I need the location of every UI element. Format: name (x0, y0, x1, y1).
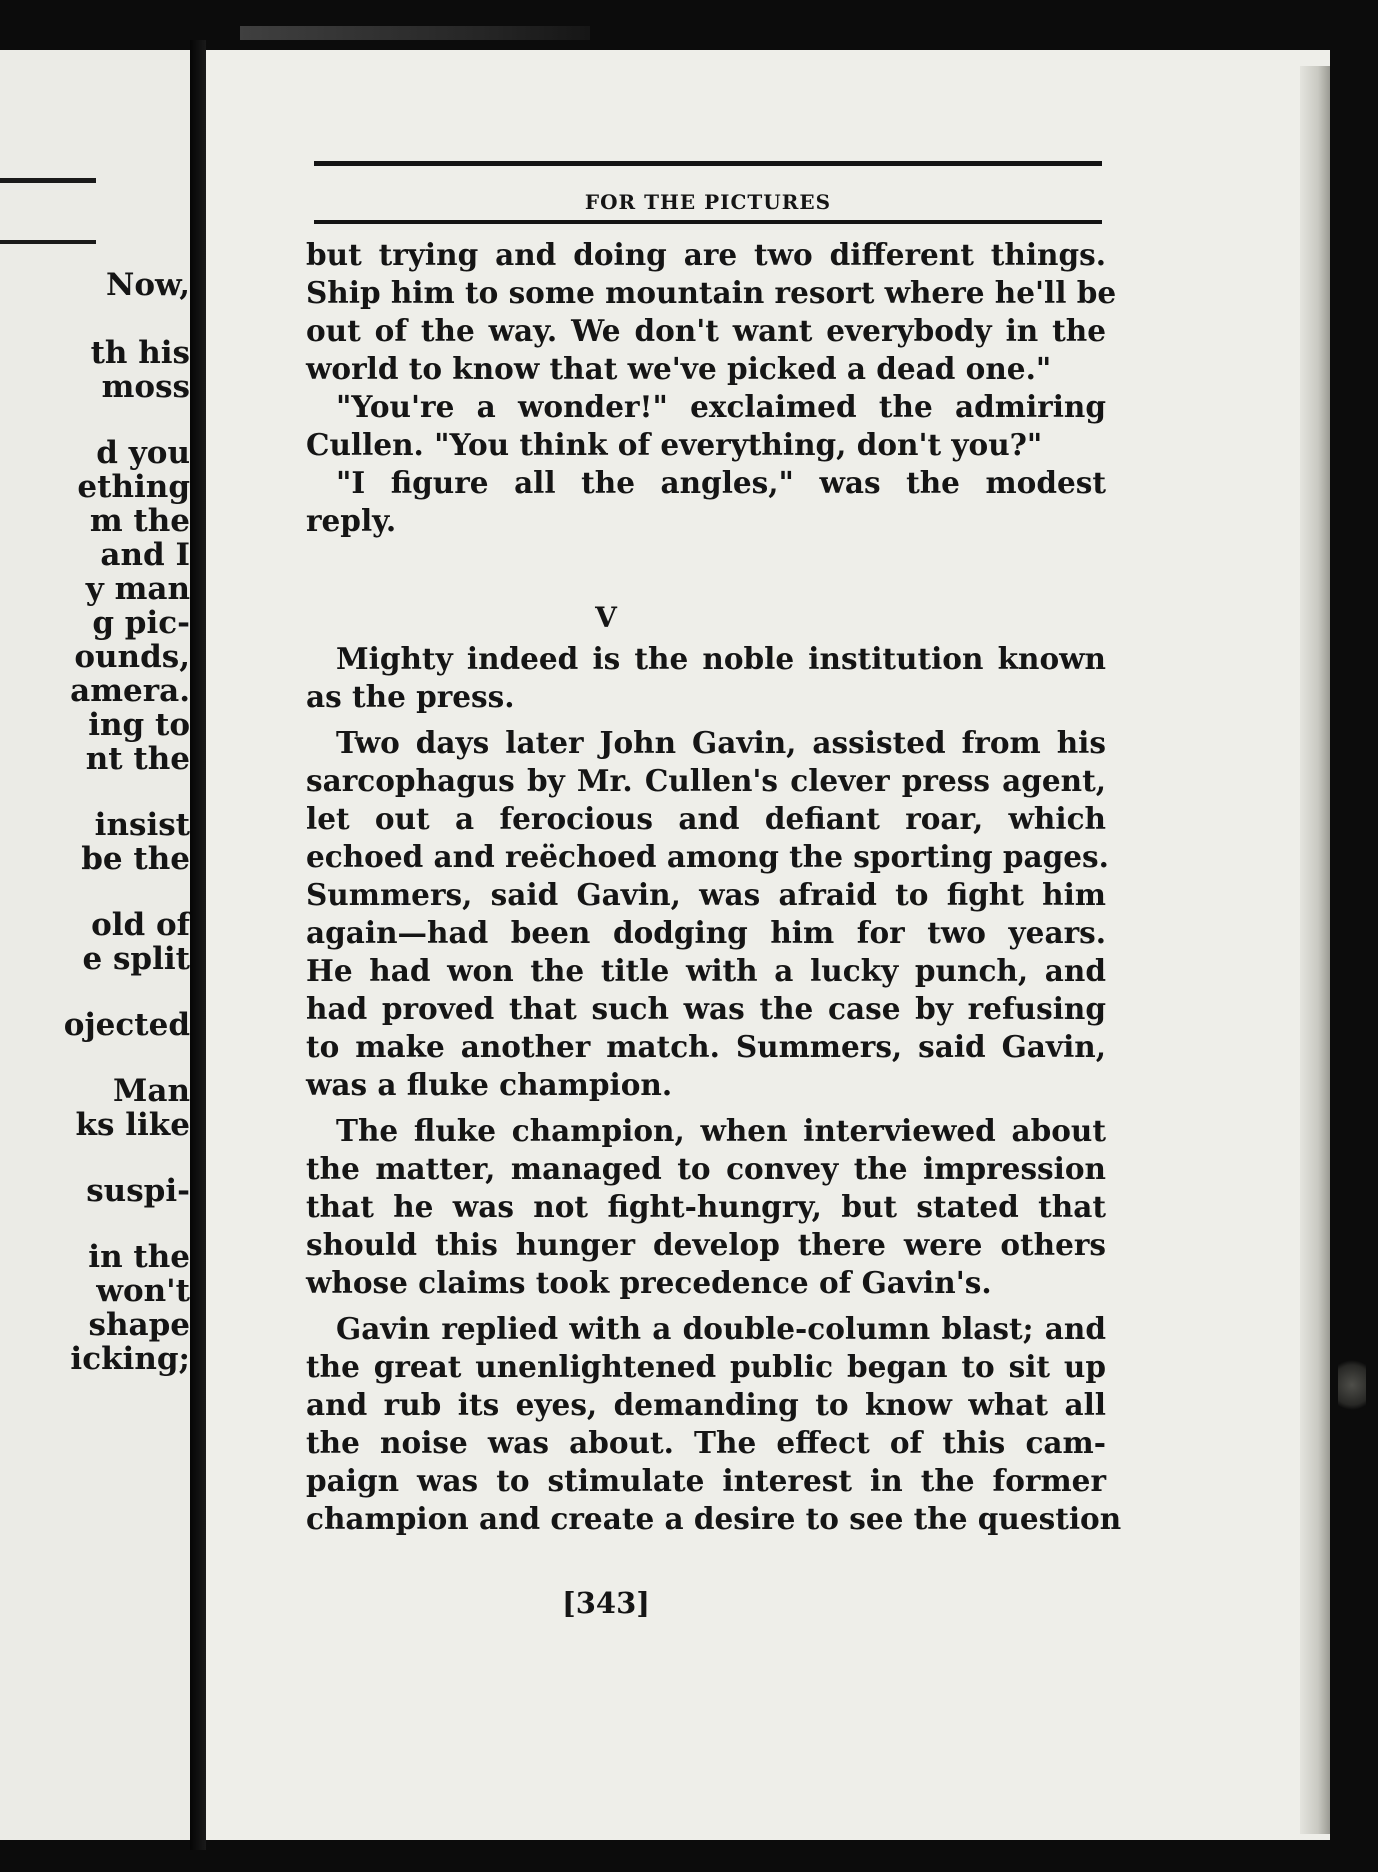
left-line: amera. (70, 673, 190, 709)
text-line: reply. (306, 503, 397, 538)
text-line: the great unenlightened public began to sit up (306, 1349, 1106, 1384)
header-rule-bottom (314, 220, 1102, 224)
text-line: Cullen. "You think of everything, don't you?" (306, 427, 1043, 462)
left-line: in the (88, 1239, 190, 1275)
text-line: "I figure all the angles," was the modest (336, 465, 1106, 500)
text-line: again—had been dodging him for two years. (306, 915, 1106, 950)
left-line: Now, (106, 267, 190, 303)
text-line: Summers, said Gavin, was afraid to fight him (306, 877, 1106, 912)
left-line: th his (90, 335, 190, 371)
left-line: moss (101, 369, 190, 405)
text-line: to make another match. Summers, said Gavin, (306, 1029, 1106, 1064)
text-line: Ship him to some mountain resort where he'll be (306, 275, 1117, 310)
text-line: was a fluke champion. (306, 1067, 673, 1102)
text-line: "You're a wonder!" exclaimed the admiring (336, 389, 1106, 424)
left-page-fragment (0, 50, 190, 1840)
text-line: sarcophagus by Mr. Cullen's clever press agent, (306, 763, 1106, 798)
left-line: icking; (70, 1341, 190, 1377)
text-line: as the press. (306, 679, 515, 714)
left-line: old of (91, 907, 190, 943)
left-line: insist (94, 807, 190, 843)
text-line: whose claims took precedence of Gavin's. (306, 1265, 992, 1300)
left-line: ing to (88, 707, 190, 743)
text-line: the noise was about. The effect of this cam- (306, 1425, 1106, 1460)
left-line: ojected (63, 1007, 190, 1043)
left-line: g pic- (92, 605, 190, 641)
left-line: ounds, (74, 639, 190, 675)
text-line: He had won the title with a lucky punch, and (306, 953, 1106, 988)
scan-smudge (240, 26, 590, 40)
text-line: out of the way. We don't want everybody in the (306, 313, 1106, 348)
text-line: Two days later John Gavin, assisted from his (336, 725, 1106, 760)
text-line: and rub its eyes, demanding to know what all (306, 1387, 1106, 1422)
left-line: be the (81, 841, 190, 877)
text-line: champion and create a desire to see the question (306, 1501, 1122, 1536)
text-line: that he was not fight-hungry, but stated that (306, 1189, 1106, 1224)
left-line: m the (89, 503, 190, 539)
text-line: The fluke champion, when interviewed about (336, 1113, 1106, 1148)
left-line: d you (96, 435, 190, 471)
left-header-rule-top (0, 178, 96, 183)
text-line: but trying and doing are two different things. (306, 237, 1106, 272)
left-line: nt the (85, 741, 190, 777)
left-line: e split (82, 941, 190, 977)
text-line: had proved that such was the case by refusing (306, 991, 1106, 1026)
page-edge (1300, 66, 1330, 1834)
left-line: ks like (75, 1107, 190, 1143)
text-line: echoed and reëchoed among the sporting pages. (306, 839, 1109, 874)
left-header-rule-bottom (0, 240, 96, 244)
left-line: shape (88, 1307, 190, 1343)
left-line: ething (77, 469, 190, 505)
text-line: the matter, managed to convey the impression (306, 1151, 1106, 1186)
text-line: let out a ferocious and defiant roar, which (306, 801, 1106, 836)
scan-speck (1338, 1355, 1366, 1415)
text-line: Gavin replied with a double-column blast; and (336, 1311, 1106, 1346)
running-head: FOR THE PICTURES (584, 190, 832, 214)
text-line: world to know that we've picked a dead one." (306, 351, 1052, 386)
header-rule-top (314, 161, 1102, 166)
left-line: suspi- (86, 1173, 190, 1209)
text-line: Mighty indeed is the noble institution known (336, 641, 1106, 676)
left-line: won't (96, 1273, 190, 1309)
left-line: and I (100, 537, 190, 573)
section-number: V (595, 601, 617, 634)
left-line: y man (85, 571, 190, 607)
page-number: [343] (562, 1586, 650, 1620)
text-line: paign was to stimulate interest in the former (306, 1463, 1106, 1498)
text-line: should this hunger develop there were others (306, 1227, 1106, 1262)
book-gutter (190, 40, 206, 1850)
right-page (206, 50, 1330, 1840)
left-line: Man (113, 1073, 190, 1109)
